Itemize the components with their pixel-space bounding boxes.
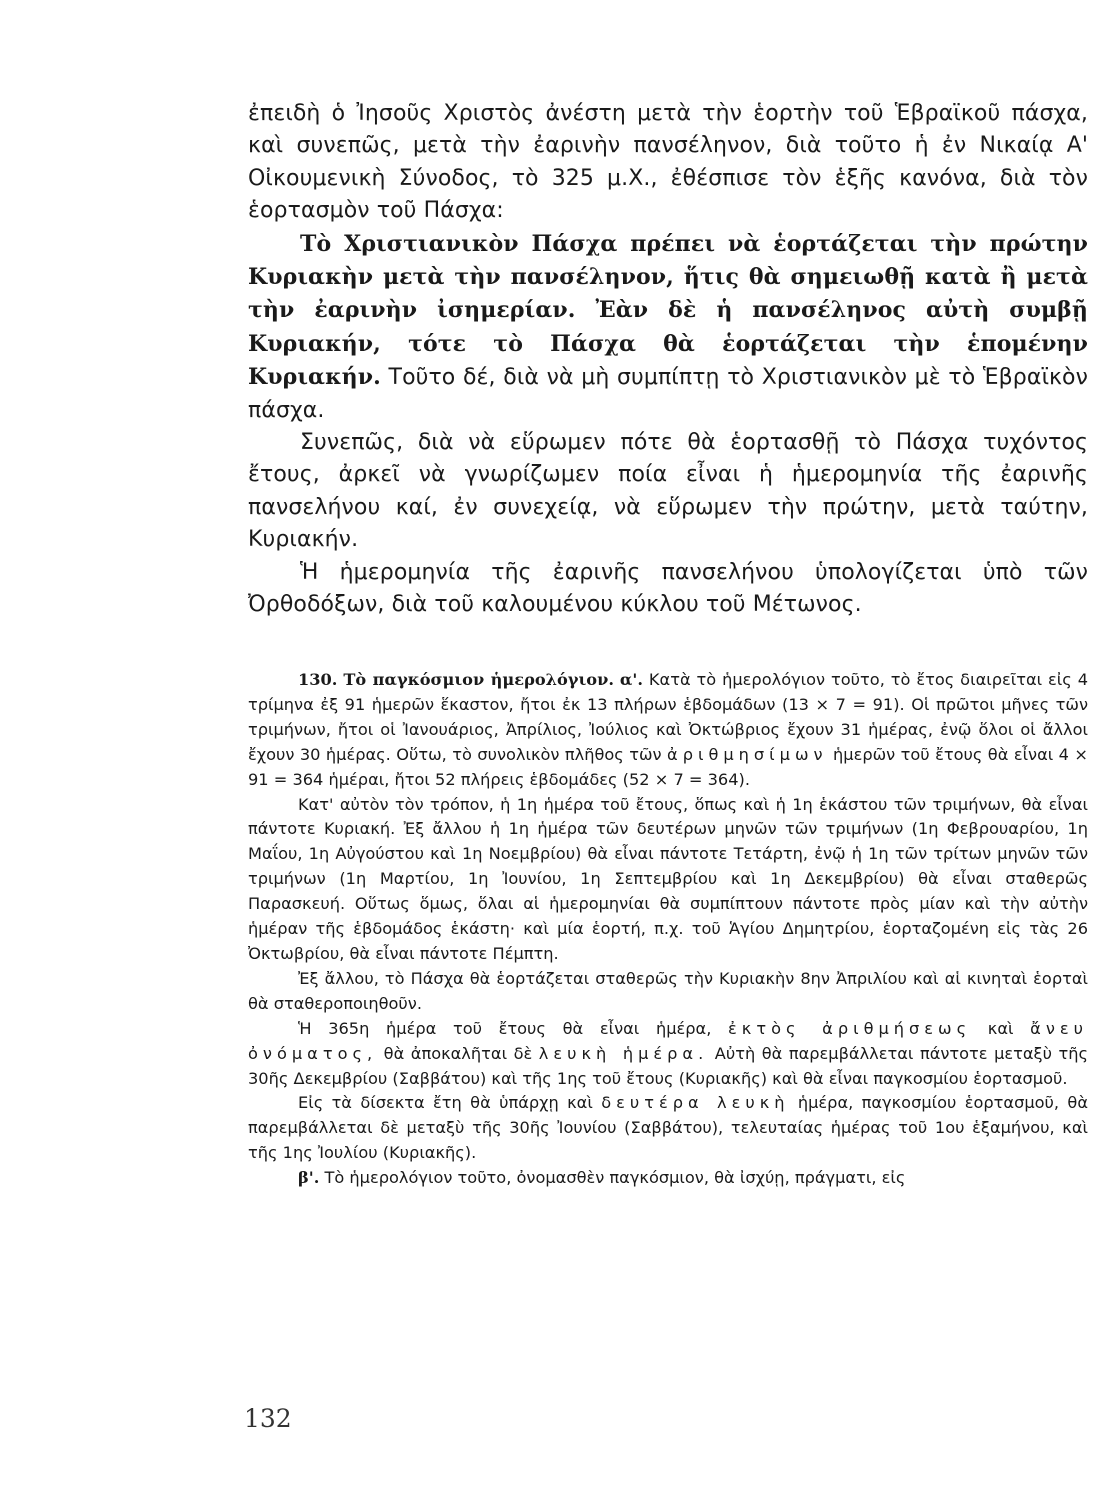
easter-rule-text bbox=[248, 98, 1088, 622]
paragraph bbox=[248, 1091, 1088, 1166]
paragraph: Συνεπῶς, διὰ νὰ εὕρωμεν πότε θὰ ἑορτασθῇ τὸ Πάσχα τυχόντος ἔτους, ἀρκεῖ νὰ γνωρίζωμεν ποία εἶναι ἡ ἡμερομηνία τῆς ἐαρινῆς πανσελήνου καί, ἐν συνεχείᾳ, νὰ εὕρωμεν τὴν πρώτην, μετὰ ταύτην, Κυριακήν. bbox=[248, 430, 1088, 553]
text-run: ἡμερῶν τοῦ ἔτους θὰ εἶναι 4 × 91 = 364 ἡμέραι, ἤτοι 52 πλήρεις ἑβδομάδες (52 × 7 = 364). bbox=[248, 744, 1088, 789]
text-run: Τὸ ἡμερολόγιον τοῦτο, ὀνομασθὲν παγκόσμιον, θὰ ἰσχύῃ, πράγματι, εἰς bbox=[319, 1168, 906, 1188]
paragraph bbox=[248, 228, 1088, 427]
paragraph bbox=[248, 1166, 1088, 1191]
paragraph: Ἐξ ἄλλου, τὸ Πάσχα θὰ ἑορτάζεται σταθερῶς τὴν Κυριακὴν 8ην Ἀπριλίου καὶ αἱ κινηταὶ ἑορταὶ θὰ σταθεροποιηθοῦν. bbox=[248, 968, 1088, 1013]
paragraph bbox=[248, 668, 1088, 793]
paragraph: Κατ' αὐτὸν τὸν τρόπον, ἡ 1η ἡμέρα τοῦ ἔτους, ὅπως καὶ ἡ 1η ἑκάστου τῶν τριμήνων, θὰ εἶναι πάντοτε Κυριακή. Ἐξ ἄλλου ἡ 1η ἡμέρα τῶν δευτέρων μηνῶν τῶν τριμήνων (1η Φεβρουαρίου, 1η Μαΐου, 1η Αὐγούστου καὶ 1η Νοεμβρίου) θὰ εἶναι πάντοτε Τετάρτη, ἐνῷ ἡ 1η τῶν τρίτων μηνῶν τῶν τριμήνων (1η Μαρτίου, 1η Ἰουνίου, 1η Σεπτεμβρίου καὶ 1η Δεκεμβρίου) θὰ εἶναι σταθερῶς Παρασκευή. Οὕτως ὅμως, ὅλαι αἱ ἡμερομηνίαι θὰ συμπίπτουν πάντοτε πρὸς μίαν καὶ τὴν αὐτὴν ἡμέραν τῆς ἑβδομάδος ἑκάστη· καὶ μία ἑορτή, π.χ. τοῦ Ἁγίου Δημητρίου, ἑορταζομένη εἰς τὰς 26 Ὀκτωβρίου, θὰ εἶναι πάντοτε Πέμπτη. bbox=[248, 794, 1088, 963]
item-marker-b: β'. bbox=[298, 1168, 320, 1188]
bold-rule: Τὸ Χριστιανικὸν Πάσχα πρέπει νὰ ἑορτάζεται τὴν πρώτην Κυριακὴν μετὰ τὴν πανσέληνον, ἥτις θὰ σημειωθῇ κατὰ ἢ μετὰ τὴν ἐαρινὴν ἰσημερίαν. Ἐὰν δὲ ἡ πανσέληνος αὐτὴ συμβῇ Κυριακήν, τότε τὸ Πάσχα θὰ ἑορτάζεται τὴν ἑπομένην Κυριακήν. bbox=[248, 230, 1088, 391]
section-title: Τὸ παγκόσμιον ἡμερολόγιον. bbox=[343, 670, 614, 689]
text-run: θὰ ἀποκαλῆται δὲ bbox=[377, 1043, 539, 1063]
spaced-word: ἄνευ ὀνόματος, bbox=[248, 1018, 1088, 1063]
text-run: καὶ bbox=[971, 1018, 1031, 1038]
text-run: Ἡ 365η ἡμέρα τοῦ ἔτους θὰ εἶναι ἡμέρα, bbox=[298, 1018, 729, 1038]
spaced-word: ἀριθμησίμων bbox=[667, 744, 828, 764]
text-run: Εἰς τὰ δίσεκτα ἔτη θὰ ὑπάρχῃ καὶ bbox=[298, 1093, 602, 1113]
text-run: ἡμέρα, παγκοσμίου ἑορτασμοῦ, θὰ παρεμβάλλεται δὲ μεταξὺ τῆς 30ῆς Ἰουνίου (Σαββάτου), τελευταίας ἡμέρας τοῦ 1ου ἑξαμήνου, καὶ τῆς 1ης Ἰουλίου (Κυριακῆς). bbox=[248, 1093, 1088, 1163]
paragraph: ἐπειδὴ ὁ Ἰησοῦς Χριστὸς ἀνέστη μετὰ τὴν ἑορτὴν τοῦ Ἑβραϊκοῦ πάσχα, καὶ συνεπῶς, μετὰ τὴν ἐαρινὴν πανσέληνον, διὰ τοῦτο ἡ ἐν Νικαίᾳ Α' Οἰκουμενικὴ Σύνοδος, τὸ 325 μ.Χ., ἐθέσπισε τὸν ἑξῆς κανόνα, διὰ τὸν ἑορτασμὸν τοῦ Πάσχα: bbox=[248, 101, 1088, 224]
paragraph bbox=[248, 1017, 1088, 1092]
spaced-word: λευκὴ ἡμέρα. bbox=[538, 1043, 709, 1063]
paragraph: Ἡ ἡμερομηνία τῆς ἐαρινῆς πανσελήνου ὑπολογίζεται ὑπὸ τῶν Ὀρθοδόξων, διὰ τοῦ καλουμένου κύκλου τοῦ Μέτωνος. bbox=[248, 559, 1088, 618]
spaced-word: ἐκτὸς ἀριθμήσεως bbox=[728, 1018, 972, 1038]
text-run: Κατὰ τὸ ἡμερολόγιον τοῦτο, τὸ ἔτος διαιρεῖται εἰς 4 τρίμηνα ἐξ 91 ἡμερῶν ἕκαστον, ἤτοι ἐκ 13 πλήρων ἑβδομάδων (13 × 7 = 91). Οἱ πρῶτοι μῆνες τῶν τριμήνων, ἤτοι οἱ Ἰανουάριος, Ἀπρίλιος, Ἰούλιος καὶ Ὀκτώβριος ἔχουν 31 ἡμέρας, ἐνῷ ὅλοι οἱ ἄλλοι ἔχουν 30 ἡμέρας. Οὕτω, τὸ συνολικὸν πλῆθος τῶν bbox=[248, 670, 1088, 764]
page-number: 132 bbox=[244, 1404, 292, 1433]
section-number: 130. bbox=[298, 670, 338, 689]
section-130 bbox=[248, 668, 1088, 1191]
spaced-word: δευτέρα λευκὴ bbox=[601, 1093, 790, 1113]
text-run: Αὐτὴ θὰ παρεμβάλλεται πάντοτε μεταξὺ τῆς 30ῆς Δεκεμβρίου (Σαββάτου) καὶ τῆς 1ης τοῦ ἔτους (Κυριακῆς) καὶ θὰ εἶναι παγκοσμίου ἑορτασμοῦ. bbox=[248, 1043, 1088, 1088]
rule-tail: Τοῦτο δέ, διὰ νὰ μὴ συμπίπτῃ τὸ Χριστιανικὸν μὲ τὸ Ἑβραϊκὸν πάσχα. bbox=[248, 365, 1088, 423]
item-marker-a: α'. bbox=[619, 670, 643, 689]
